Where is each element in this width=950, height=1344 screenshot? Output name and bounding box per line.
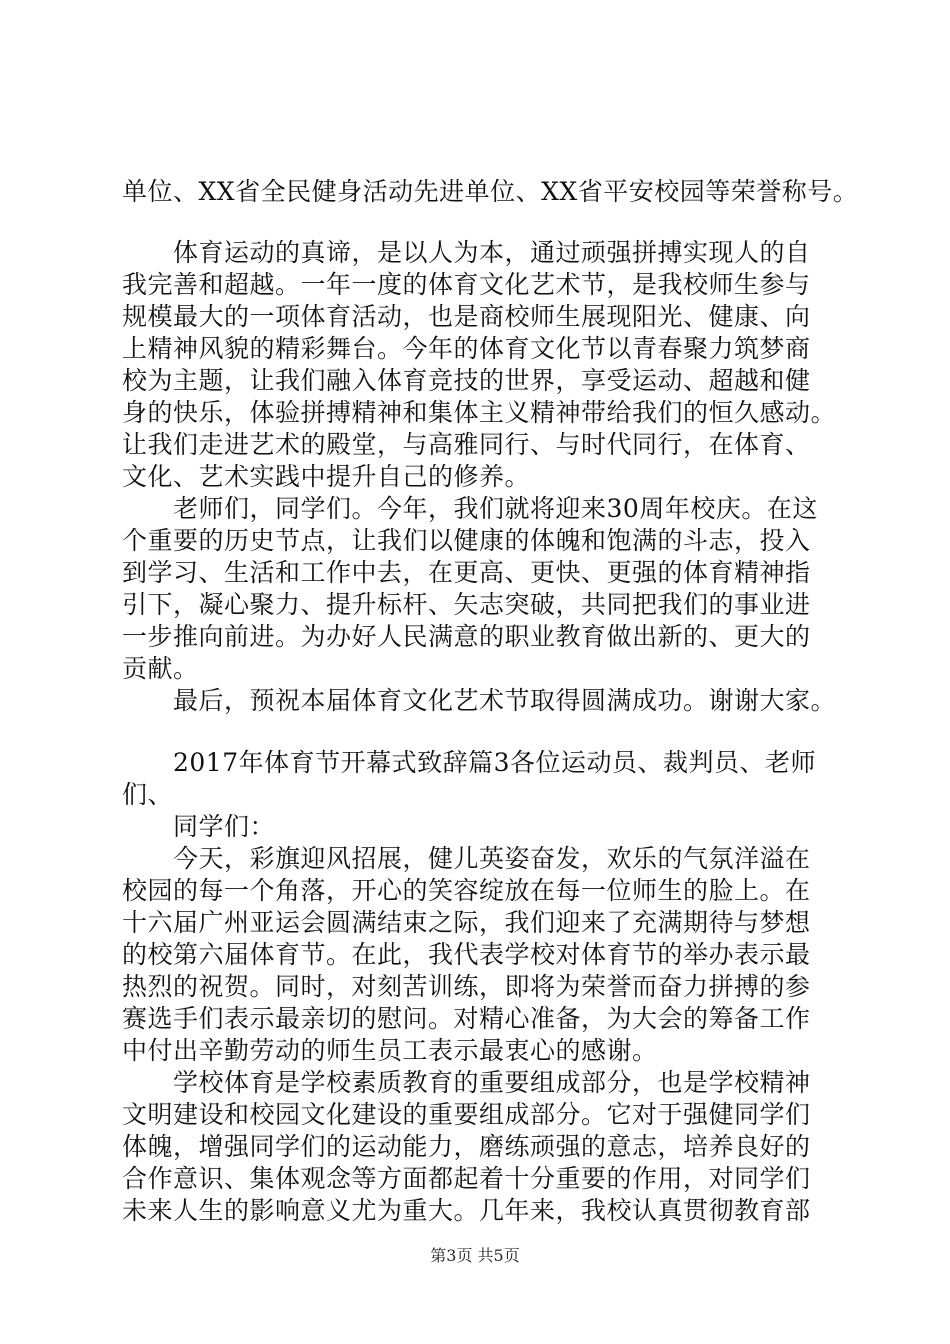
text-line: 上精神风貌的精彩舞台。今年的体育文化节以青春聚力筑梦商 — [122, 334, 811, 363]
text-line: 最后，预祝本届体育文化艺术节取得圆满成功。谢谢大家。 — [122, 686, 837, 715]
text-line: 贡献。 — [122, 654, 199, 683]
text-line: 引下，凝心聚力、提升标杆、矢志突破，共同把我们的事业进 — [122, 590, 811, 619]
text-line: 同学们： — [122, 812, 276, 841]
text-line: 文化、艺术实践中提升自己的修养。 — [122, 462, 531, 491]
text-line: 赛选手们表示最亲切的慰问。对精心准备，为大会的筹备工作 — [122, 1004, 811, 1033]
text-line: 十六届广州亚运会圆满结束之际，我们迎来了充满期待与梦想 — [122, 908, 811, 937]
text-line: 学校体育是学校素质教育的重要组成部分，也是学校精神 — [122, 1068, 811, 1097]
text-line: 体育运动的真谛，是以人为本，通过顽强拼搏实现人的自 — [122, 238, 811, 267]
text-line: 的校第六届体育节。在此，我代表学校对体育节的举办表示最 — [122, 940, 811, 969]
text-line: 合作意识、集体观念等方面都起着十分重要的作用，对同学们 — [122, 1164, 811, 1193]
text-line: 体魄，增强同学们的运动能力，磨练顽强的意志，培养良好的 — [122, 1132, 811, 1161]
text-line: 到学习、生活和工作中去，在更高、更快、更强的体育精神指 — [122, 558, 811, 587]
text-line: 热烈的祝贺。同时，对刻苦训练，即将为荣誉而奋力拼搏的参 — [122, 972, 811, 1001]
text-line: 一步推向前进。为办好人民满意的职业教育做出新的、更大的 — [122, 622, 811, 651]
text-line: 校园的每一个角落，开心的笑容绽放在每一位师生的脸上。在 — [122, 876, 811, 905]
text-line: 让我们走进艺术的殿堂，与高雅同行、与时代同行，在体育、 — [122, 430, 811, 459]
text-line: 个重要的历史节点，让我们以健康的体魄和饱满的斗志，投入 — [122, 526, 811, 555]
text-line: 单位、XX省全民健身活动先进单位、XX省平安校园等荣誉称号。 — [122, 177, 859, 206]
text-line: 2017年体育节开幕式致辞篇3各位运动员、裁判员、老师 — [122, 748, 817, 777]
text-line: 今天，彩旗迎风招展，健儿英姿奋发，欢乐的气氛洋溢在 — [122, 844, 811, 873]
text-line: 我完善和超越。一年一度的体育文化艺术节，是我校师生参与 — [122, 270, 811, 299]
text-line: 中付出辛勤劳动的师生员工表示最衷心的感谢。 — [122, 1036, 658, 1065]
text-line: 身的快乐，体验拼搏精神和集体主义精神带给我们的恒久感动。 — [122, 398, 837, 427]
text-line: 们、 — [122, 780, 174, 809]
text-line: 老师们，同学们。今年，我们就将迎来30周年校庆。在这 — [122, 494, 818, 523]
text-line: 规模最大的一项体育活动，也是商校师生展现阳光、健康、向 — [122, 302, 811, 331]
page-number-footer: 第3页 共5页 — [430, 1246, 520, 1265]
text-line: 未来人生的影响意义尤为重大。几年来，我校认真贯彻教育部 — [122, 1196, 811, 1225]
text-line: 校为主题，让我们融入体育竞技的世界，享受运动、超越和健 — [122, 366, 811, 395]
text-line: 文明建设和校园文化建设的重要组成部分。它对于强健同学们 — [122, 1100, 811, 1129]
